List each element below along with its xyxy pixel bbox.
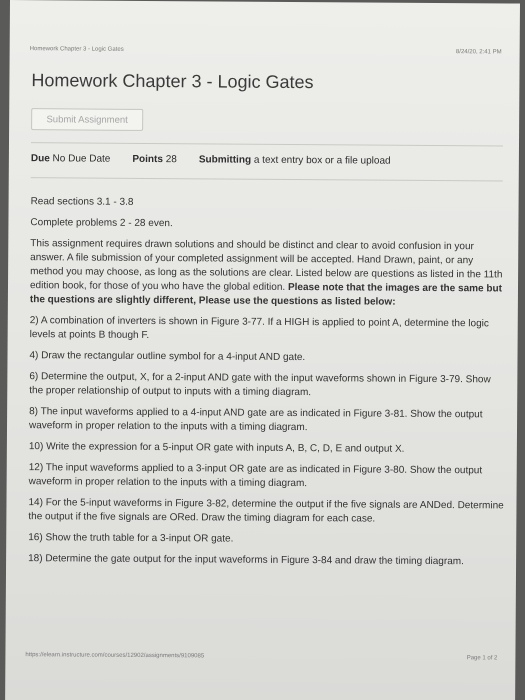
problem-4: 4) Draw the rectangular outline symbol for a 4-input AND gate. xyxy=(29,350,306,364)
problem-10: 10) Write the expression for a 5-input OR gate with inputs A, B, C, D, E and output X. xyxy=(28,441,405,455)
instructions xyxy=(30,237,508,310)
meta-divider-bottom xyxy=(31,177,503,181)
points-info xyxy=(132,154,177,165)
points-label: Points xyxy=(132,153,163,166)
problem-16: 16) Show the truth table for a 3-input OR gate. xyxy=(28,532,234,545)
problem-14: 14) For the 5-input waveforms in Figure 3-82, determine the output if the five signals are ANDed. Determine the output if the five signals are ORed. Draw the timing diagram for each case. xyxy=(28,497,504,525)
due-value: No Due Date xyxy=(52,153,111,165)
page-url: https://elearn.instructure.com/courses/12902/assignments/9109085 xyxy=(25,652,205,660)
page-title: Homework Chapter 3 - Logic Gates xyxy=(31,70,314,93)
submitting-label: Submitting xyxy=(198,154,252,166)
meta-divider-top xyxy=(31,142,503,146)
assignment-description xyxy=(28,195,509,576)
page-number: Page 1 of 2 xyxy=(466,655,498,662)
assignment-meta xyxy=(31,153,413,167)
reading-assignment: Read sections 3.1 - 3.8 xyxy=(30,196,134,208)
printed-page xyxy=(5,0,520,700)
submitting-value: a text entry box or a file upload xyxy=(253,154,391,167)
print-header xyxy=(30,46,502,55)
due-info xyxy=(31,153,111,165)
instructions-note: Please note that the images are the same but the questions are slightly different, Please use the questions as listed below: xyxy=(29,281,502,308)
problem-2: 2) A combination of inverters is shown in Figure 3-77. If a HIGH is applied to point A, determine the logic levels at points B though F. xyxy=(29,315,489,341)
problem-6: 6) Determine the output, X, for a 2-input AND gate with the input waveforms shown in Figure 3-79. Show the proper relationship of output to inputs with a timing diagram. xyxy=(29,371,491,399)
submit-assignment-button[interactable]: Submit Assignment xyxy=(31,108,143,131)
print-header-title: Homework Chapter 3 - Logic Gates xyxy=(29,46,124,53)
print-header-timestamp: 8/24/20, 2:41 PM xyxy=(455,49,502,56)
due-label: Due xyxy=(30,153,50,165)
print-footer xyxy=(25,652,497,661)
points-value: 28 xyxy=(165,154,177,166)
problem-18: 18) Determine the gate output for the input waveforms in Figure 3-84 and draw the timing diagram. xyxy=(28,553,464,568)
problem-12: 12) The input waveforms applied to a 3-input OR gate are as indicated in Figure 3-80. Show the output waveform in proper relation to the inputs with a timing diagram. xyxy=(28,462,483,490)
problem-8: 8) The input waveforms applied to a 4-input AND gate are as indicated in Figure 3-81. Show the output waveform in proper relation to the inputs with a timing diagram. xyxy=(28,406,483,434)
instructions-text: This assignment requires drawn solutions and should be distinct and clear to avoid confusion in your answer. A file submission of your completed assignment will be accepted. Hand Drawn, paint, or any method you may choose, as long as the solutions are clear. Listed below are questions as listed in the 11th edition book, for those of you who have the global edition. xyxy=(29,238,503,293)
problem-range: Complete problems 2 - 28 even. xyxy=(30,217,173,230)
submitting-info xyxy=(199,154,391,166)
